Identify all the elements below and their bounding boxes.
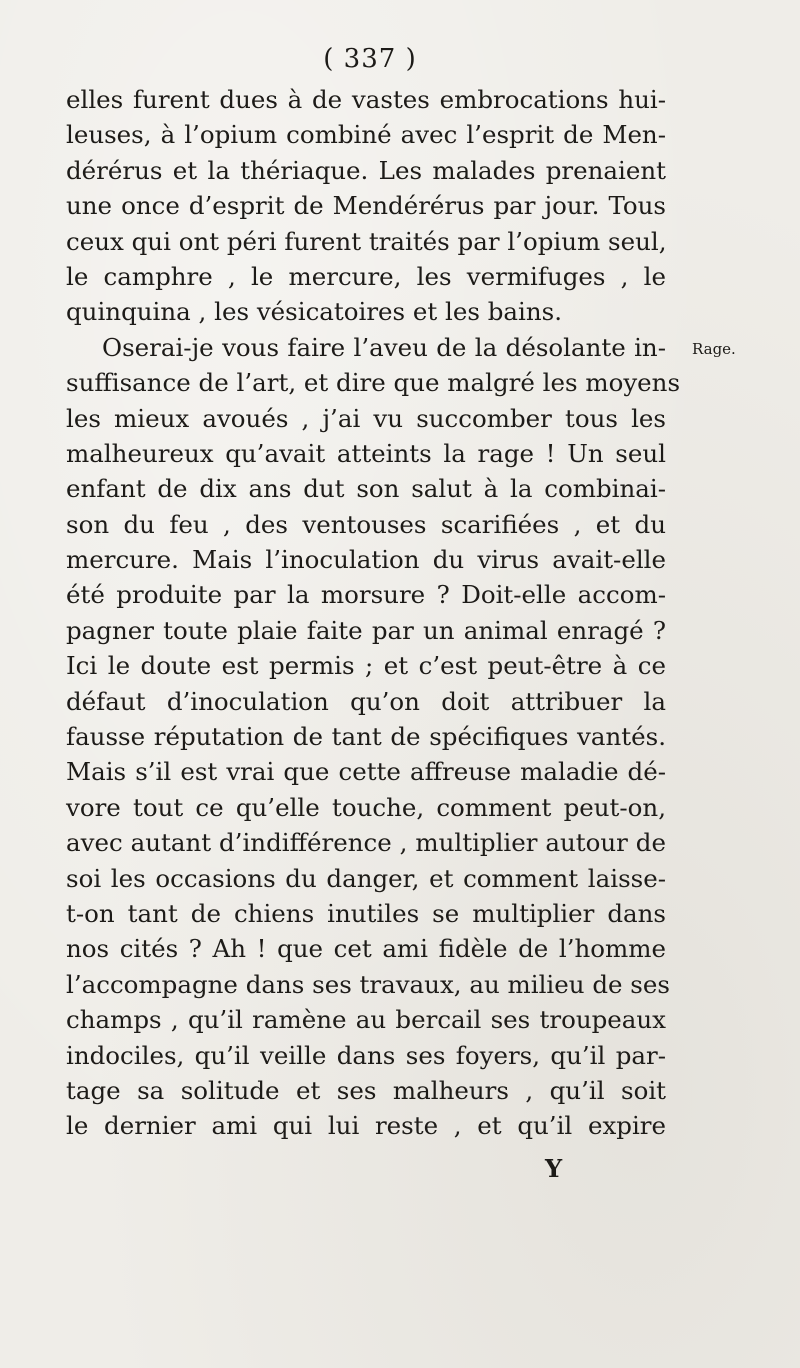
text-line: nos cités ? Ah ! que cet ami fidèle de l’homme — [66, 934, 666, 964]
text-line: elles furent dues à de vastes embrocations hui- — [66, 85, 666, 114]
text-line: été produite par la morsure ? Doit-elle accom- — [66, 580, 666, 610]
text-line: suffisance de l’art, et dire que malgré les moyens — [66, 368, 681, 398]
text-line: vore tout ce qu’elle touche, comment peut-on, — [66, 792, 666, 822]
margin-note: Rage. — [692, 340, 736, 358]
text-line: Ici le doute est permis ; et c’est peut-être à ce — [66, 651, 666, 681]
paragraph-start-line: Oserai-je vous faire l’aveu de la désolante in- — [102, 332, 666, 362]
body-text — [66, 82, 681, 1144]
text-line: défaut d’inoculation qu’on doit attribuer la — [66, 686, 666, 716]
text-line: le camphre , le mercure, les vermifuges , le — [66, 261, 666, 291]
text-line: pagner toute plaie faite par un animal enragé ? — [66, 615, 666, 645]
text-line: le dernier ami qui lui reste , et qu’il expire — [66, 1111, 666, 1141]
text-line: une once d’esprit de Mendérérus par jour. Tous — [66, 191, 666, 221]
page-number: ( 337 ) — [323, 44, 417, 74]
text-line: l’accompagne dans ses travaux, au milieu de ses — [66, 969, 670, 999]
text-line: indociles, qu’il veille dans ses foyers, qu’il par- — [66, 1040, 666, 1070]
text-line: son du feu , des ventouses scarifiées , et du — [66, 509, 666, 539]
text-line: leuses, à l’opium combiné avec l’esprit de Men- — [66, 120, 666, 150]
text-line: dérérus et la thériaque. Les malades prenaient — [66, 155, 666, 185]
text-line: malheureux qu’avait atteints la rage ! Un seul — [66, 438, 666, 468]
text-line: les mieux avoués , j’ai vu succomber tous les — [66, 403, 666, 433]
text-line: champs , qu’il ramène au bercail ses troupeaux — [66, 1005, 666, 1035]
text-line: mercure. Mais l’inoculation du virus avait-elle — [66, 545, 666, 575]
text-line: t-on tant de chiens inutiles se multiplier dans — [66, 898, 666, 928]
text-line: tage sa solitude et ses malheurs , qu’il soit — [66, 1075, 666, 1105]
text-line: fausse réputation de tant de spécifiques vantés. — [66, 722, 666, 752]
text-line: quinquina , les vésicatoires et les bains. — [66, 297, 562, 327]
text-line: Mais s’il est vrai que cette affreuse maladie dé- — [66, 757, 666, 787]
text-line: soi les occasions du danger, et comment laisse- — [66, 863, 666, 893]
text-line: avec autant d’indifférence , multiplier autour de — [66, 828, 666, 858]
signature-mark: Y — [545, 1154, 563, 1183]
text-line: enfant de dix ans dut son salut à la combinai- — [66, 474, 666, 504]
text-line: ceux qui ont péri furent traités par l’opium seul, — [66, 226, 667, 256]
